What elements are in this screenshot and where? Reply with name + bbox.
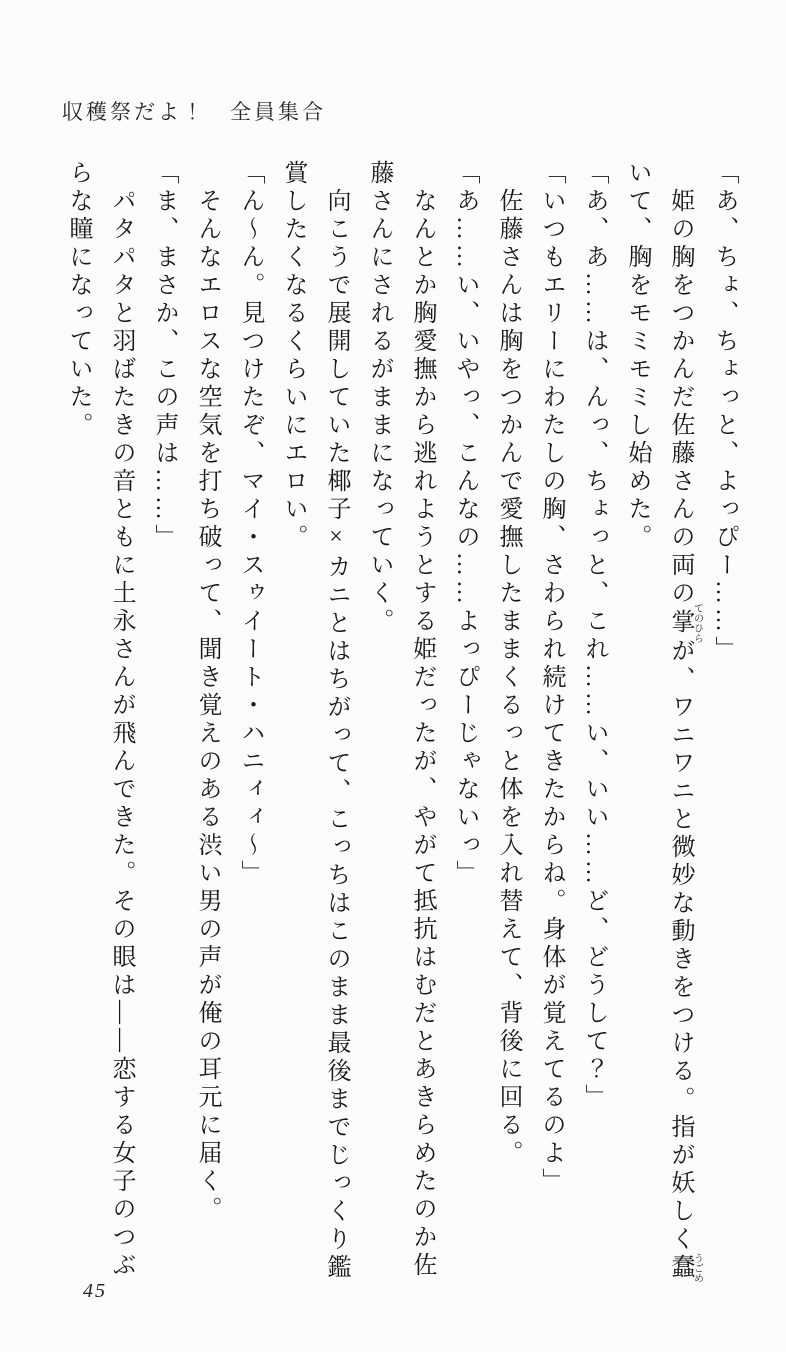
text-column: 「あ……い、いやっ、こんなの……よっぴーじゃないっ」 (452, 160, 478, 888)
text-column: 向こうで展開していた椰子×カニとはちがって、こっちはこのまま最後までじっくり鑑 (323, 188, 349, 1282)
running-header: 収穫祭だよ！ 全員集合 (62, 100, 326, 124)
text-column: いて、胸をモミモミし始めた。 (624, 160, 650, 552)
ruby-annotated-kanji: 掌てのひら (667, 603, 703, 643)
text-column: 賞したくなるくらいにエロい。 (280, 160, 306, 552)
text-column: 「ん〜ん。見つけたぞ、マイ・スゥイート・ハニィィ〜」 (237, 160, 263, 888)
text-column: なんとか胸愛撫から逃れようとする姫だったが、やがて抵抗はむだとあきらめたのか佐 (409, 188, 435, 1280)
text-column: らな瞳になっていた。 (65, 160, 91, 440)
text-column: 「あ、あ……は、んっ、ちょっと、これ……い、いい……ど、どうして？」 (581, 160, 607, 1112)
page-number: 45 (83, 1280, 107, 1302)
ruby-annotated-kanji: 蠢うごめ (667, 1253, 703, 1283)
text-column: 「あ、ちょ、ちょっと、よっぴー……」 (711, 160, 737, 664)
text-column: 佐藤さんは胸をつかんで愛撫したままくるっと体を入れ替えて、背後に回る。 (495, 188, 521, 1168)
text-column: 姫の胸をつかんだ佐藤さんの両の掌てのひらが、ワニワニと微妙な動きをつける。指が妖しく蠢うごめ (667, 188, 703, 1283)
vertical-text-block (56, 160, 745, 1290)
text-column: 「ま、まさか、この声は……」 (151, 160, 177, 552)
text-column: 「いつもエリーにわたしの胸、さわられ続けてきたからね。身体が覚えてるのよ」 (538, 160, 564, 1196)
text-column: 藤さんにされるがままになっていく。 (366, 160, 392, 636)
text-column: そんなエロスな空気を打ち破って、聞き覚えのある渋い男の声が俺の耳元に届く。 (194, 188, 220, 1224)
text-column: パタパタと羽ばたきの音ともに土永さんが飛んできた。その眼は――恋する女子のつぶ (108, 188, 134, 1280)
